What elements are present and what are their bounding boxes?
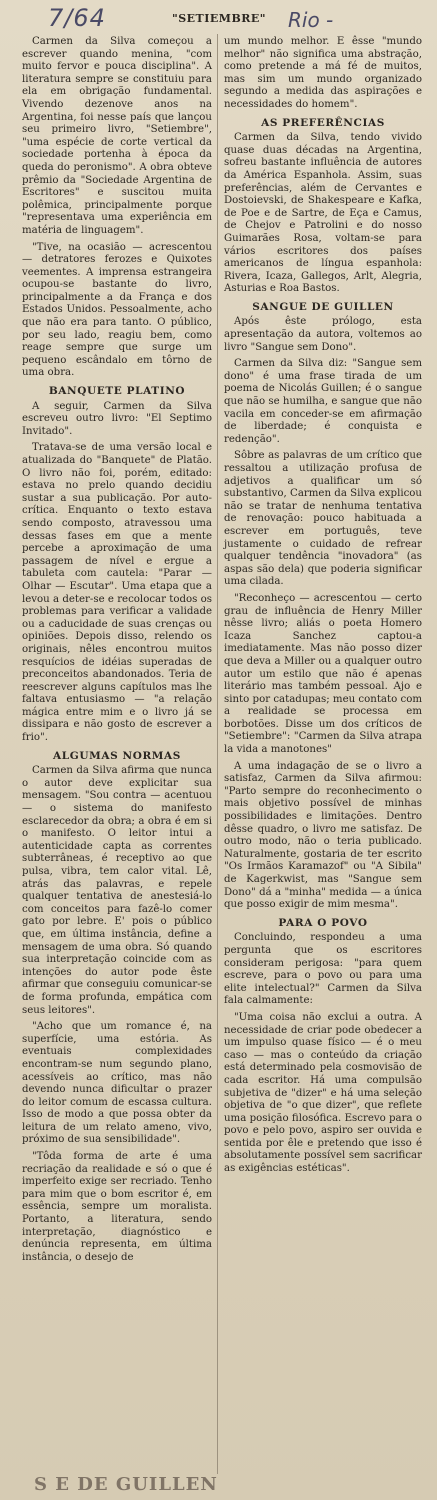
subheading: AS PREFERÊNCIAS: [261, 116, 385, 129]
right-column: [224, 36, 422, 1180]
section-title: "SETIEMBRE": [172, 12, 267, 25]
subheading: SANGUE DE GUILLEN: [252, 300, 394, 313]
paragraph: "Uma coisa não exclui a outra. A necessidade de criar pode obedecer a um impulso quase físico — é o meu caso — mas o conteúdo da criação está determinado pela cosmovisão de cada escritor. Há uma compulsão subjetiva de "dizer" e há uma seleção objetiva de "o que dizer", que reflete uma posição filosófica. Escrevo para o povo e pelo povo, aspiro ser ouvida e sentida por êle e pretendo que isso é absolutamente possível sem sacrificar as exigências estéticas".: [224, 1011, 422, 1175]
paragraph: Carmen da Silva diz: "Sangue sem dono" é uma frase tirada de um poema de Nicolás Guillen; é o sangue que não se humilha, e sangue que não vacila em conceder-se em afirmação de liberdade; é conquista e redenção".: [224, 358, 422, 445]
paragraph: A seguir, Carmen da Silva escreveu outro livro: "El Septimo Invitado".: [22, 400, 212, 437]
paragraph: Após êste prólogo, esta apresentação da autora, voltemos ao livro "Sangue sem Dono".: [224, 316, 422, 353]
handwritten-date: 7/64: [48, 4, 106, 32]
handwritten-place: Rio -: [288, 8, 334, 32]
paragraph: Carmen da Silva começou a escrever quando menina, "com muito fervor e pouca disciplina". A literatura sempre se constituiu para ela em obrigação fundamental. Vivendo dezenove anos na Argentina, foi nesse país que lançou seu primeiro livro, "Setiembre", "uma espécie de corte vertical da sociedade portenha à época da queda do peronismo". A obra obteve prêmio da "Sociedade Argentina de Escritores" e suscitou muita polêmica, principalmente porque "representava uma experiência em matéria de linguagem".: [22, 36, 212, 236]
paragraph: Sôbre as palavras de um crítico que ressaltou a utilização profusa de adjetivos a qualificar um só substantivo, Carmen da Silva explicou não se tratar de nenhuma tentativa de renovação: pouco habituada a escrever em português, teve justamente o cuidado de refrear qualquer tendência "inovadora" (as aspas são dela) que poderia significar uma cilada.: [224, 450, 422, 588]
cut-off-heading: S E DE GUILLEN: [34, 1474, 218, 1495]
paragraph: "Tive, na ocasião — acrescentou — detratores ferozes e Quixotes veementes. A imprensa estrangeira ocupou-se bastante do livro, principalmente a da França e dos Estados Unidos. Pessoalmente, acho que não era para tanto. O público, por seu lado, reagiu bem, como reage sempre que surge um pequeno escândalo em tôrno de uma obra.: [22, 241, 212, 379]
paragraph: um mundo melhor. E êsse "mundo melhor" não significa uma abstração, como pretende a má fé de muitos, mas sim um mundo organizado segundo a medida das aspirações e necessidades do homem".: [224, 36, 422, 110]
subheading: PARA O POVO: [278, 916, 368, 929]
paragraph: Carmen da Silva, tendo vivido quase duas décadas na Argentina, sofreu bastante influência de autores da América Espanhola. Assim, suas preferências, além de Cervantes e Dostoievski, de Shakespeare e Kafka, de Poe e de Sartre, de Eça e Camus, de Chejov e Patrolini e do nosso Guimarães Rosa, voltam-se para vários escritores dos países americanos de língua espanhola: Rivera, Icaza, Gallegos, Arlt, Alegria, Asturias e Roa Bastos.: [224, 132, 422, 295]
paragraph: Carmen da Silva afirma que nunca o autor deve explicitar sua mensagem. "Sou contra — acentuou — o sistema do manifesto esclarecedor da obra; a obra é em si o manifesto. O leitor intui a autenticidade capta as correntes subterrâneas, é receptivo ao que pulsa, vibra, tem calor vital. Lê, atrás das palavras, e repele qualquer tentativa de anestesiá-lo com conceitos para fazê-lo comer gato por lebre. E' pois o público que, em última instância, define a mensagem de uma obra. Só quando sua interpretação coincide com as intenções do autor pode êste afirmar que conseguiu comunicar-se de forma profunda, empática com seus leitores".: [22, 765, 212, 1016]
subheading: BANQUETE PLATINO: [48, 385, 186, 398]
paragraph: Tratava-se de uma versão local e atualizada do "Banquete" de Platão. O livro não foi, porém, editado: estava no prelo quando decidiu sustar a sua publicação. Por auto-crítica. Enquanto o texto estava sendo composto, atravessou uma dessas fases em que a mente percebe a aproximação de uma passagem de nível e ergue a tabuleta com cautela: "Parar — Olhar — Escutar". Uma etapa que a levou a deter-se e recolocar todos os problemas para verificar a validade ou a caducidade de suas crenças ou opiniões. Depois disso, relendo os originais, nêles encontrou muitos resquícios de idéias superadas de preconceitos abandonados. Teria de reescrever alguns capítulos mas lhe faltava entusiasmo — "a relação mágica entre mim e o livro já se dissipara e não gosto de escrever a frio".: [22, 442, 212, 744]
paragraph: A uma indagação de se o livro a satisfaz, Carmen da Silva afirmou: "Parto sempre do reconhecimento o mais objetivo possível de minhas possibilidades e limitações. Dentro dêsse quadro, o livro me satisfaz. De outro modo, não o teria publicado. Naturalmente, gostaria de ter escrito "Os Irmãos Karamazof" ou "A Sibila" de Kagerkwist, mas "Sangue sem Dono" dá a "minha" medida — a única que posso exigir de mim mesma".: [224, 760, 422, 911]
paragraph: Concluindo, respondeu a uma pergunta que os escritores consideram perigosa: "para quem escreve, para o povo ou para uma elite intelectual?" Carmen da Silva fala calmamente:: [224, 932, 422, 1007]
left-column: [22, 36, 212, 1268]
column-divider: [217, 34, 218, 1474]
paragraph: "Reconheço — acrescentou — certo grau de influência de Henry Miller nêsse livro; aliás o poeta Homero Icaza Sanchez captou-a imediatamente. Mas não posso dizer que deva a Miller ou a qualquer outro autor um estilo que não é apenas literário mas também pessoal. Ajo e sinto por catadupas; meu contato com a realidade se processa em borbotões. Disse um dos críticos de "Setiembre": "Carmen da Silva atrapa la vida a manotones": [224, 592, 422, 756]
paragraph: "Tôda forma de arte é uma recriação da realidade e só o que é imperfeito exige ser recriado. Tenho para mim que o bom escritor é, em essência, sempre um moralista. Portanto, a literatura, sendo interpretação, diagnóstico e denúncia representa, em última instância, o desejo de: [22, 1151, 212, 1263]
paragraph: "Acho que um romance é, na superfície, uma estória. As eventuais complexidades encontram-se num segundo plano, acessíveis ao crítico, mas não devendo nunca dificultar o prazer do leitor comum de escassa cultura. Isso de modo a que possa obter da leitura de um relato ameno, vivo, próximo de sua sensibilidade".: [22, 1021, 212, 1146]
clipping-header: [0, 0, 437, 40]
subheading: ALGUMAS NORMAS: [53, 749, 181, 762]
